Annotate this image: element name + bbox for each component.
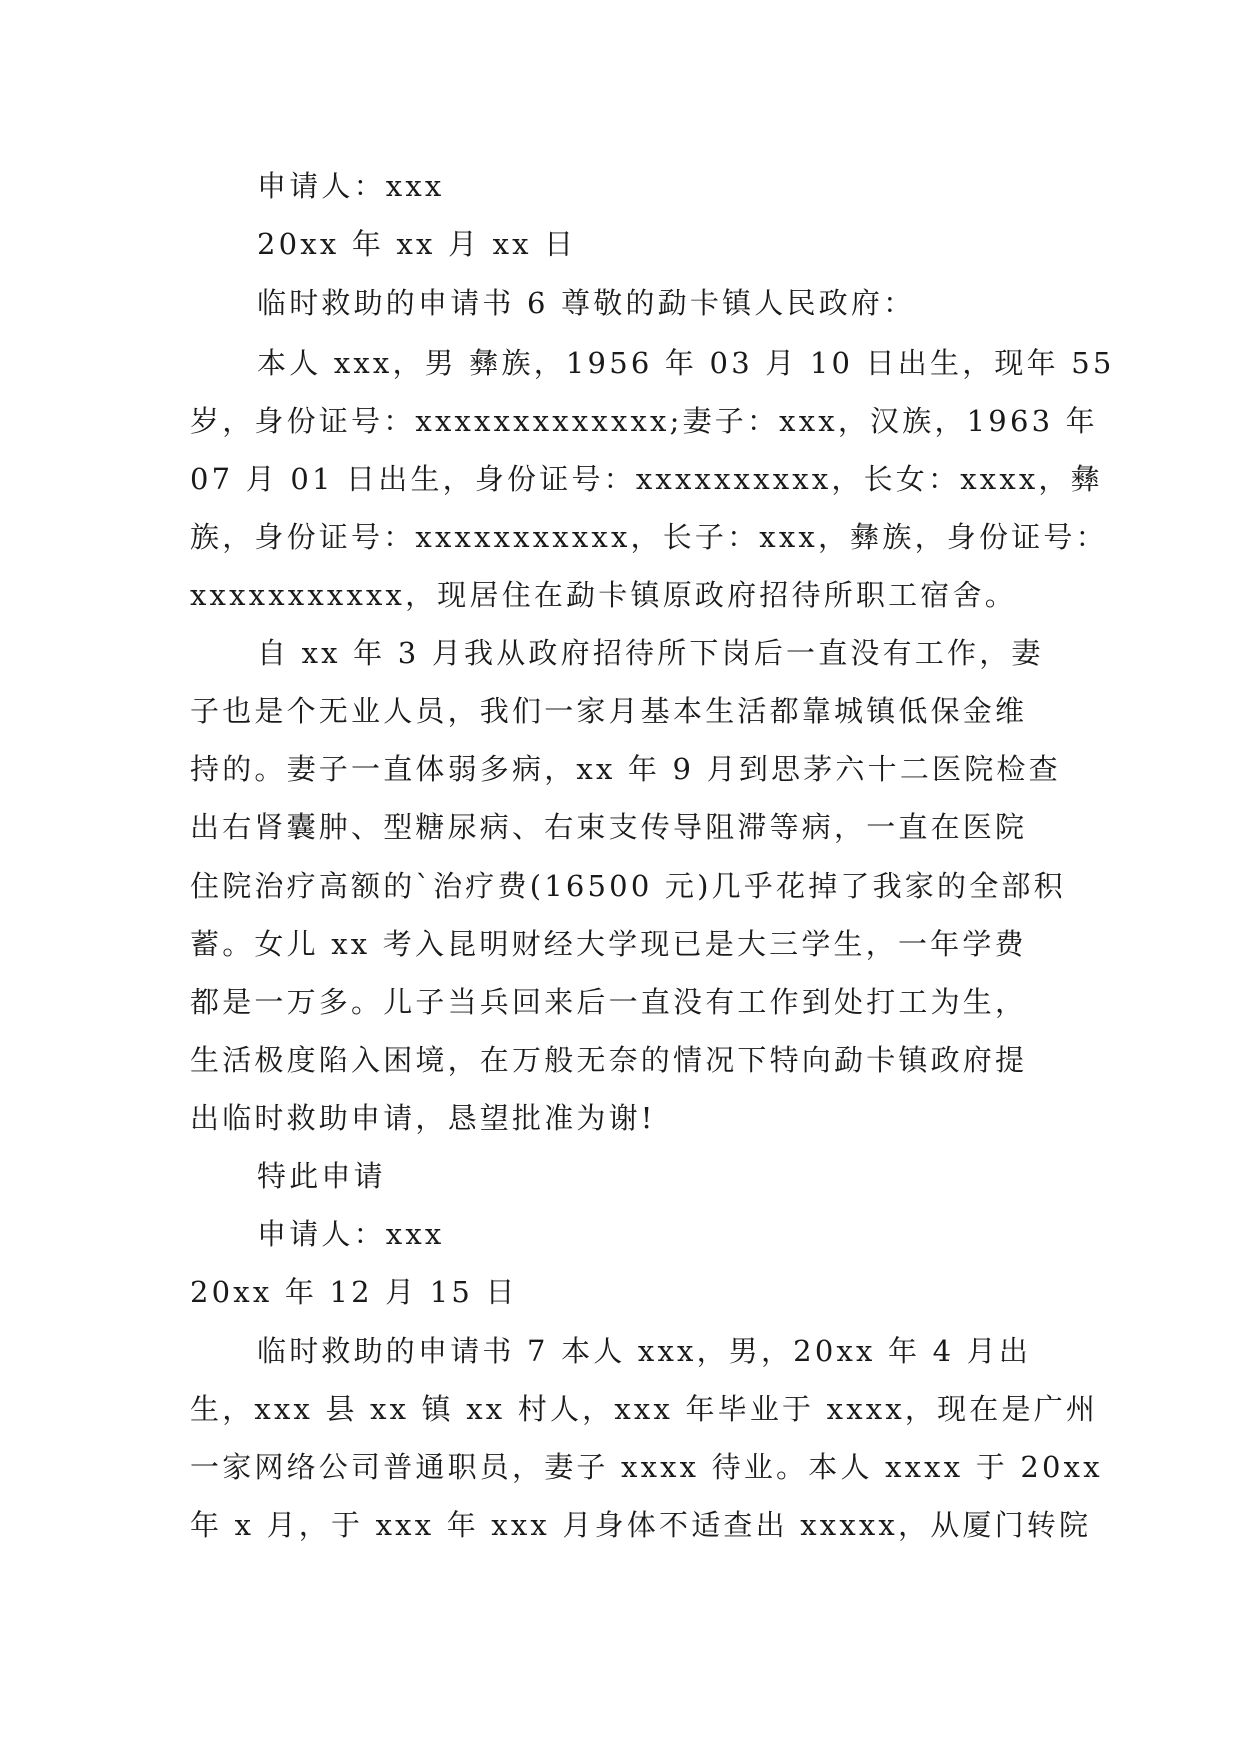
letter-7-heading: 临时救助的申请书 7 本人 xxx，男，20xx 年 4 月出 — [257, 1334, 1032, 1368]
body-line: 生，xxx 县 xx 镇 xx 村人，xxx 年毕业于 xxxx，现在是广州 — [190, 1392, 1099, 1426]
body-line: 族，身份证号：xxxxxxxxxxx，长子：xxx，彝族，身份证号： — [190, 520, 1108, 554]
body-line: 本人 xxx，男 彝族，1956 年 03 月 10 日出生，现年 55 — [257, 346, 1115, 380]
applicant-line: 申请人：xxx — [257, 1217, 445, 1251]
body-line: 都是一万多。儿子当兵回来后一直没有工作到处打工为生， — [190, 985, 1028, 1019]
body-line: 年 x 月，于 xxx 年 xxx 月身体不适查出 xxxxx，从厦门转院 — [190, 1508, 1092, 1542]
applicant-line: 申请人：xxx — [257, 169, 445, 203]
body-line: 住院治疗高额的`治疗费(16500 元)几乎花掉了我家的全部积 — [190, 869, 1066, 903]
body-line: 自 xx 年 3 月我从政府招待所下岗后一直没有工作，妻 — [257, 636, 1044, 670]
body-line: 岁，身份证号：xxxxxxxxxxxxx;妻子：xxx，汉族，1963 年 — [190, 404, 1098, 438]
closing-line: 特此申请 — [257, 1159, 386, 1193]
body-line: 生活极度陷入困境，在万般无奈的情况下特向勐卡镇政府提 — [190, 1043, 1028, 1077]
date-line: 20xx 年 12 月 15 日 — [190, 1275, 518, 1309]
letter-6-heading: 临时救助的申请书 6 尊敬的勐卡镇人民政府： — [257, 286, 916, 320]
body-line: 子也是个无业人员，我们一家月基本生活都靠城镇低保金维 — [190, 694, 1028, 728]
body-line: xxxxxxxxxxx，现居住在勐卡镇原政府招待所职工宿舍。 — [190, 578, 1017, 612]
body-line: 一家网络公司普通职员，妻子 xxxx 待业。本人 xxxx 于 20xx — [190, 1450, 1103, 1484]
body-line: 持的。妻子一直体弱多病，xx 年 9 月到思茅六十二医院检查 — [190, 752, 1061, 786]
body-line: 出临时救助申请，恳望批准为谢! — [190, 1101, 656, 1135]
date-line: 20xx 年 xx 月 xx 日 — [257, 227, 577, 261]
body-line: 出右肾囊肿、型糖尿病、右束支传导阻滞等病，一直在医院 — [190, 810, 1028, 844]
body-line: 07 月 01 日出生，身份证号：xxxxxxxxxx，长女：xxxx，彝 — [190, 462, 1103, 496]
body-line: 蓄。女儿 xx 考入昆明财经大学现已是大三学生，一年学费 — [190, 927, 1027, 961]
